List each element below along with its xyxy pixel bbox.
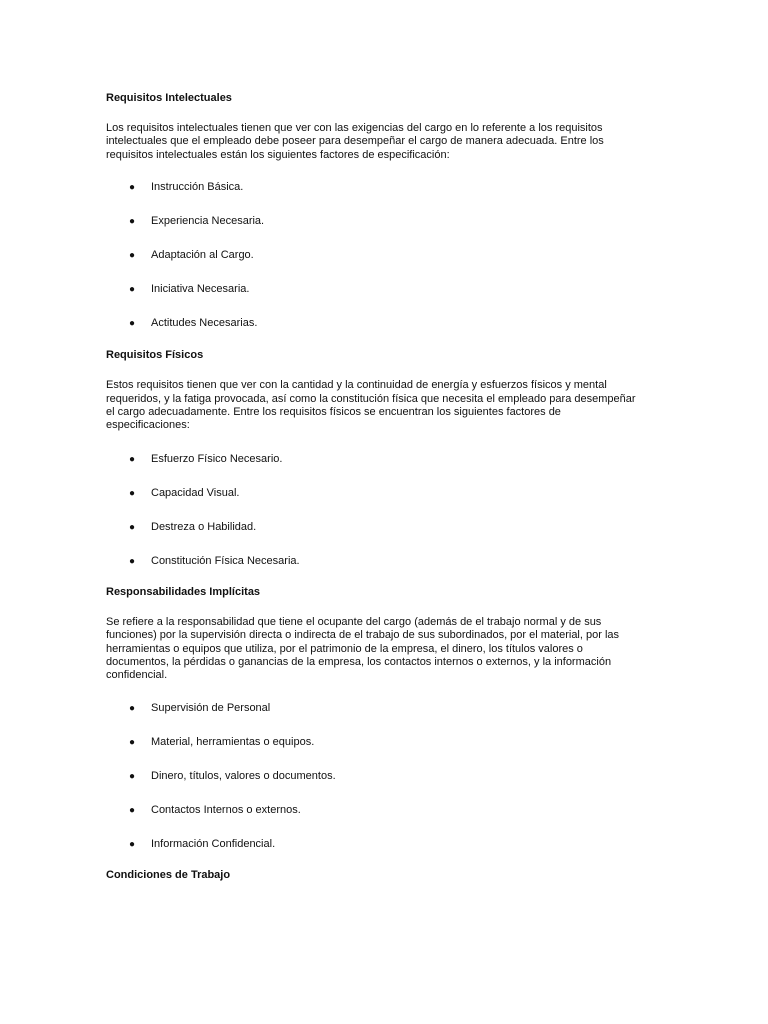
- bullet-icon: ●: [129, 838, 136, 850]
- list-item-text: Constitución Física Necesaria.: [151, 554, 300, 567]
- list-item: [106, 317, 666, 330]
- paragraph-line: requeridos, y la fatiga provocada, así como la constitución física que necesita el empleado para desempeñar: [106, 392, 636, 405]
- paragraph-line: Los requisitos intelectuales tienen que ver con las exigencias del cargo en lo referente a los requisitos: [106, 122, 603, 134]
- bullet-icon: ●: [129, 702, 136, 714]
- list-item-text: Contactos Internos o externos.: [151, 803, 301, 816]
- paragraph-line: confidencial.: [106, 669, 168, 682]
- bullet-icon: ●: [129, 453, 136, 465]
- list-item: [106, 736, 666, 749]
- list-item-text: Información Confidencial.: [151, 837, 276, 850]
- bullet-list-requisitos-intelectuales: [106, 181, 666, 330]
- bullet-icon: ●: [129, 284, 136, 296]
- list-item: [106, 770, 666, 783]
- document-page: [106, 92, 666, 882]
- section-heading-requisitos-fisicos: Requisitos Físicos: [106, 349, 204, 362]
- section-heading-condiciones-de-trabajo: Condiciones de Trabajo: [106, 868, 231, 881]
- list-item-text: Supervisión de Personal: [151, 701, 271, 714]
- list-item: [106, 181, 666, 194]
- list-item-text: Capacidad Visual.: [151, 486, 240, 499]
- bullet-icon: ●: [129, 318, 136, 330]
- paragraph-line: intelectuales que el empleado debe poseer para desempeñar el cargo de manera adecuada. Entre los: [106, 135, 604, 148]
- bullet-icon: ●: [129, 770, 136, 782]
- section-paragraph-requisitos-fisicos: [106, 379, 666, 433]
- list-item-text: Adaptación al Cargo.: [151, 249, 254, 262]
- section-paragraph-requisitos-intelectuales: [106, 122, 666, 162]
- list-item-text: Dinero, títulos, valores o documentos.: [151, 769, 336, 782]
- bullet-icon: ●: [129, 250, 136, 262]
- list-item-text: Experiencia Necesaria.: [151, 215, 265, 228]
- list-item-text: Iniciativa Necesaria.: [151, 283, 250, 296]
- list-item-text: Actitudes Necesarias.: [151, 317, 258, 330]
- list-item: [106, 521, 666, 534]
- paragraph-line: el cargo adecuadamente. Entre los requisitos físicos se encuentran los siguientes factores de: [106, 406, 561, 419]
- paragraph-line: especificaciones:: [106, 419, 190, 432]
- list-item-text: Instrucción Básica.: [151, 181, 244, 194]
- paragraph-line: Estos requisitos tienen que ver con la cantidad y la continuidad de energía y esfuerzos físicos y mental: [106, 379, 607, 392]
- bullet-icon: ●: [129, 736, 136, 748]
- list-item: [106, 453, 666, 466]
- list-item-text: Destreza o Habilidad.: [151, 520, 257, 533]
- section-heading-requisitos-intelectuales: Requisitos Intelectuales: [106, 92, 232, 104]
- bullet-list-responsabilidades-implicitas: [106, 702, 666, 851]
- list-item: [106, 555, 666, 568]
- section-paragraph-responsabilidades-implicitas: [106, 616, 666, 683]
- bullet-icon: ●: [129, 521, 136, 533]
- bullet-icon: ●: [129, 487, 136, 499]
- list-item: [106, 215, 666, 228]
- list-item: [106, 804, 666, 817]
- bullet-list-requisitos-fisicos: [106, 453, 666, 568]
- list-item-text: Esfuerzo Físico Necesario.: [151, 452, 283, 465]
- paragraph-line: funciones) por la supervisión directa o indirecta de el trabajo de sus subordinados, por el material, por las: [106, 629, 620, 642]
- list-item-text: Material, herramientas o equipos.: [151, 735, 315, 748]
- list-item: [106, 487, 666, 500]
- bullet-icon: ●: [129, 216, 136, 228]
- section-heading-responsabilidades-implicitas: Responsabilidades Implícitas: [106, 585, 261, 598]
- bullet-icon: ●: [129, 555, 136, 567]
- list-item: [106, 702, 666, 715]
- paragraph-line: Se refiere a la responsabilidad que tiene el ocupante del cargo (además de el trabajo normal y de sus: [106, 615, 602, 628]
- list-item: [106, 838, 666, 851]
- list-item: [106, 283, 666, 296]
- paragraph-line: herramientas o equipos que utiliza, por el patrimonio de la empresa, el dinero, los títulos valores o: [106, 642, 583, 655]
- bullet-icon: ●: [129, 804, 136, 816]
- paragraph-line: requisitos intelectuales están los siguientes factores de especificación:: [106, 148, 450, 161]
- list-item: [106, 249, 666, 262]
- bullet-icon: ●: [129, 182, 136, 194]
- paragraph-line: documentos, la pérdidas o ganancias de la empresa, los contactos internos o externos, y la información: [106, 656, 612, 669]
